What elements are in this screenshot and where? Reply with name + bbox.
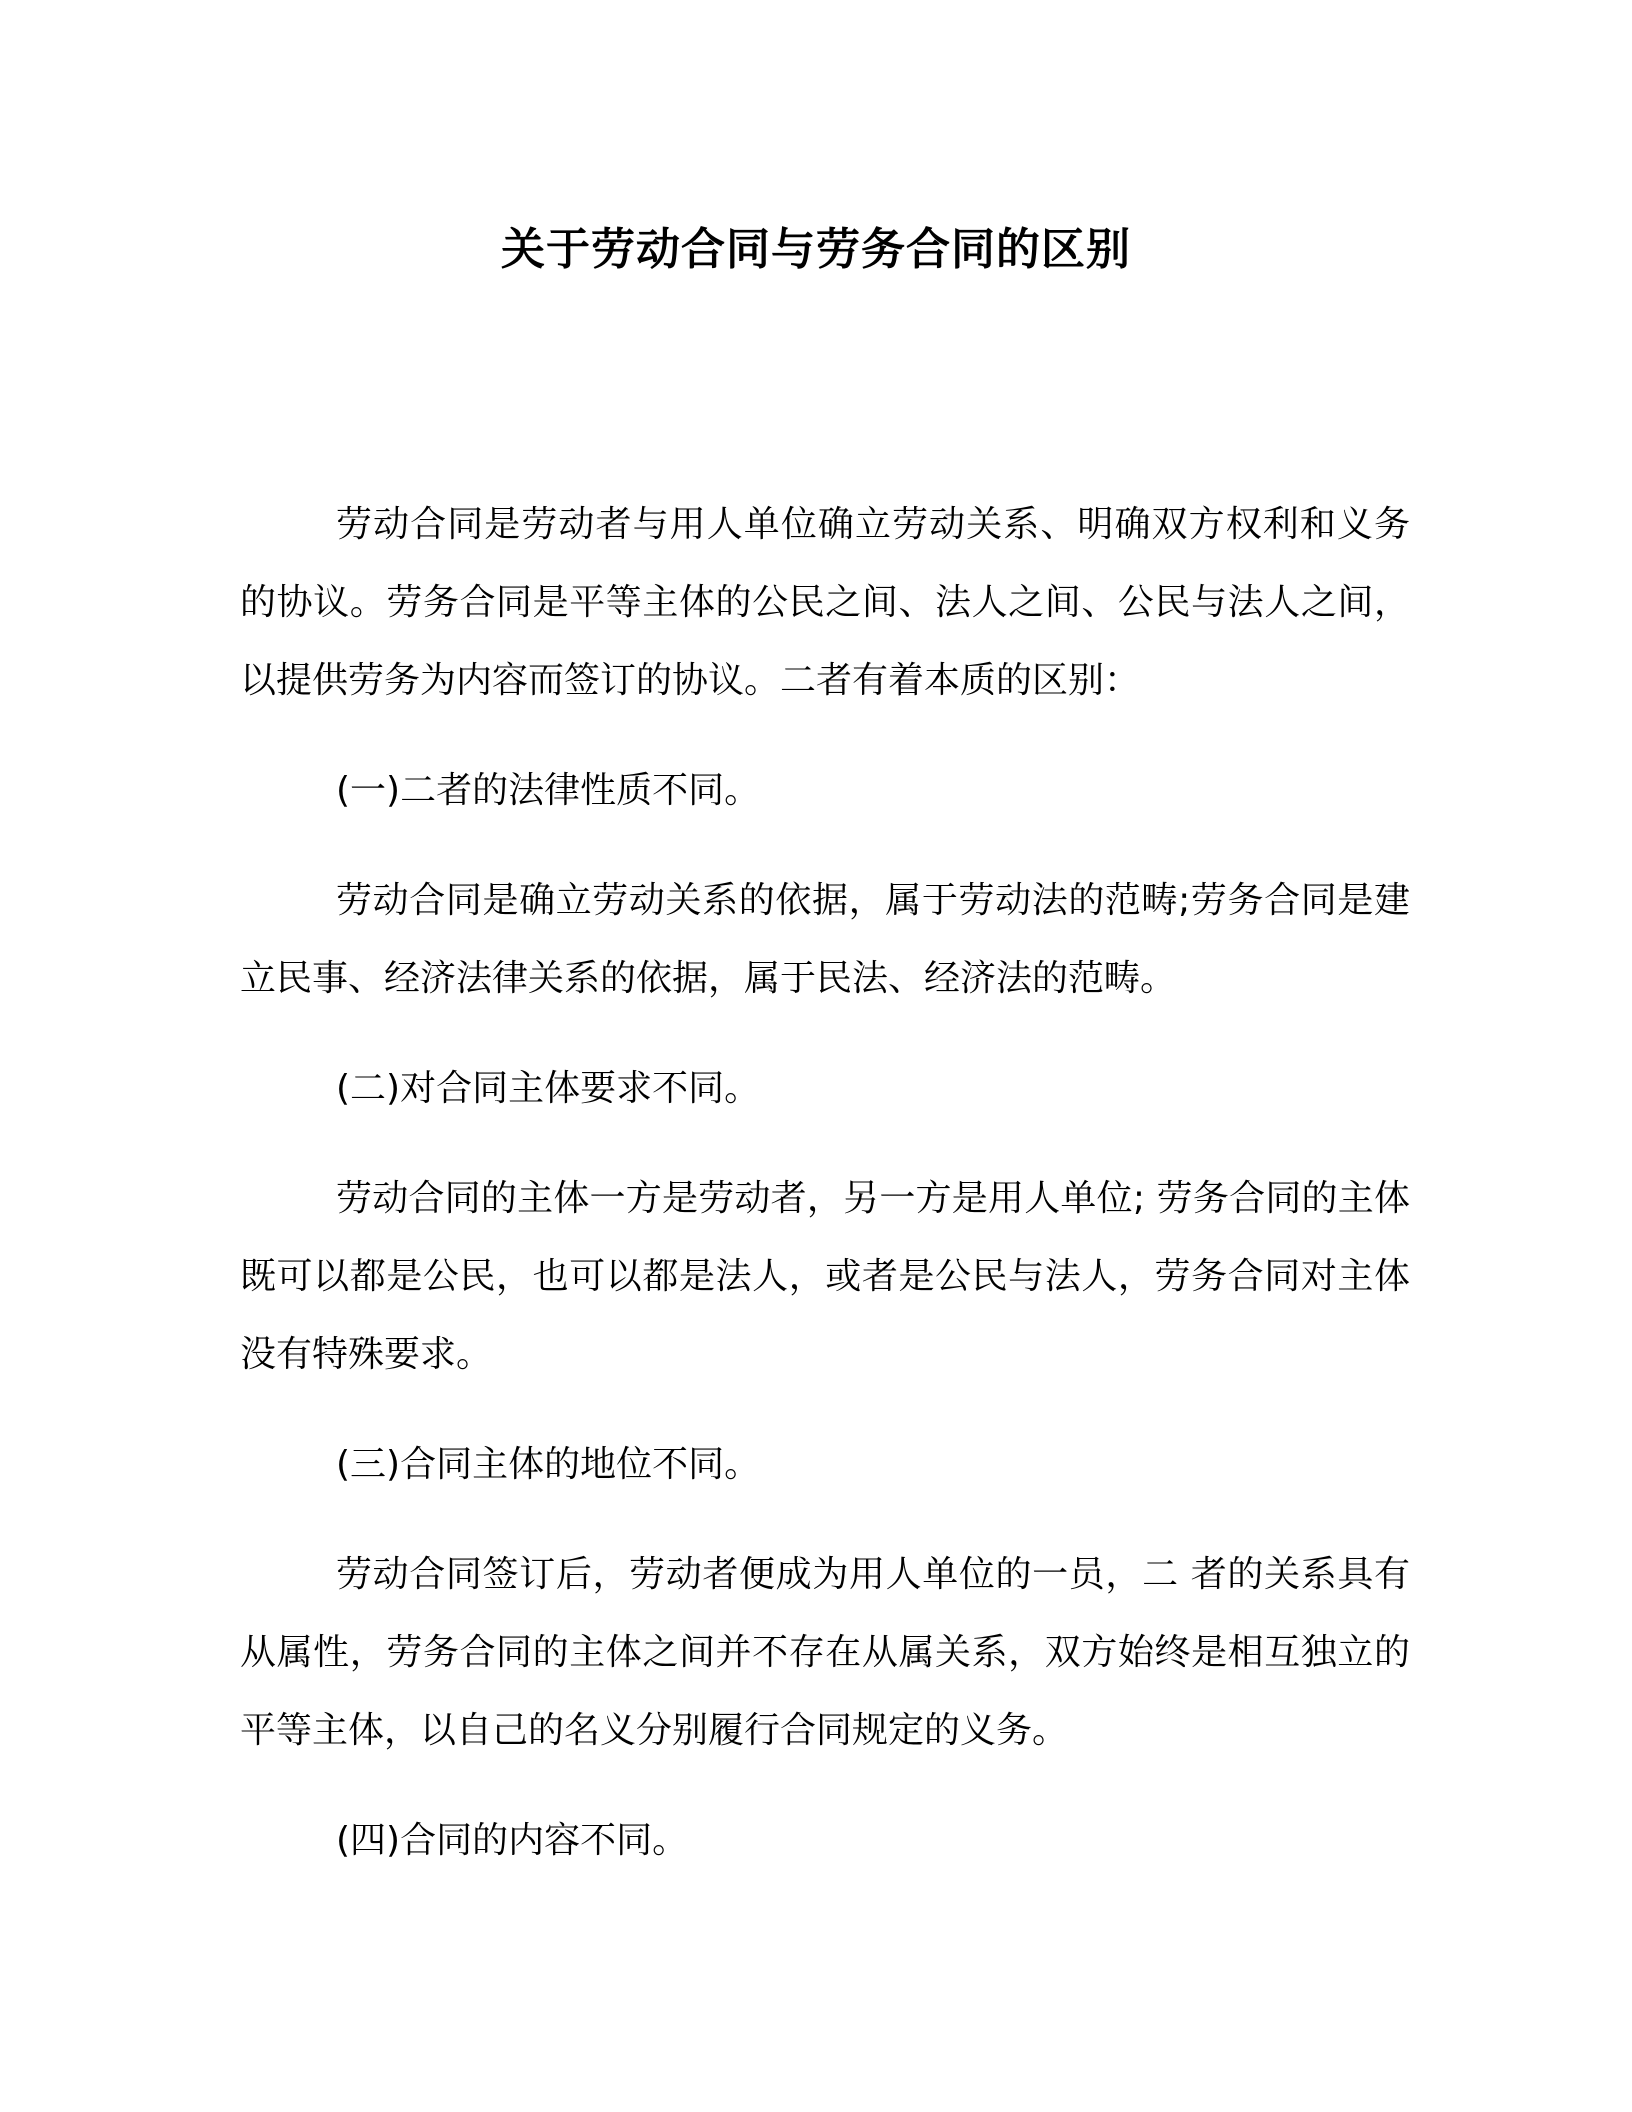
section-heading-3: (三)合同主体的地位不同。 (336, 1444, 761, 1485)
document-title: 关于劳动合同与劳务合同的区别 (501, 224, 1131, 275)
section-paragraph-3: 劳动合同签订后，劳动者便成为用人单位的一员，二 者的关系具有从属性，劳务合同的主体之间并不存在从属关系，双方始终是相互独立的平等主体，以自己的名义分别履行合同规定的义务。 (240, 1554, 1410, 1751)
section-paragraph-2: 劳动合同的主体一方是劳动者，另一方是用人单位; 劳务合同的主体既可以都是公民，也可以都是法人，或者是公民与法人，劳务合同对主体没有特殊要求。 (240, 1178, 1410, 1375)
intro-paragraph: 劳动合同是劳动者与用人单位确立劳动关系、明确双方权利和义务的协议。劳务合同是平等主体的公民之间、法人之间、公民与法人之间，以提供劳务为内容而签订的协议。二者有着本质的区别： (240, 504, 1410, 701)
section-heading-1: (一)二者的法律性质不同。 (336, 770, 761, 811)
section-heading-2: (二)对合同主体要求不同。 (336, 1068, 761, 1109)
document-body (240, 486, 1410, 1912)
section-heading-4: (四)合同的内容不同。 (336, 1820, 689, 1861)
section-paragraph-1: 劳动合同是确立劳动关系的依据，属于劳动法的范畴;劳务合同是建立民事、经济法律关系的依据，属于民法、经济法的范畴。 (240, 880, 1410, 999)
